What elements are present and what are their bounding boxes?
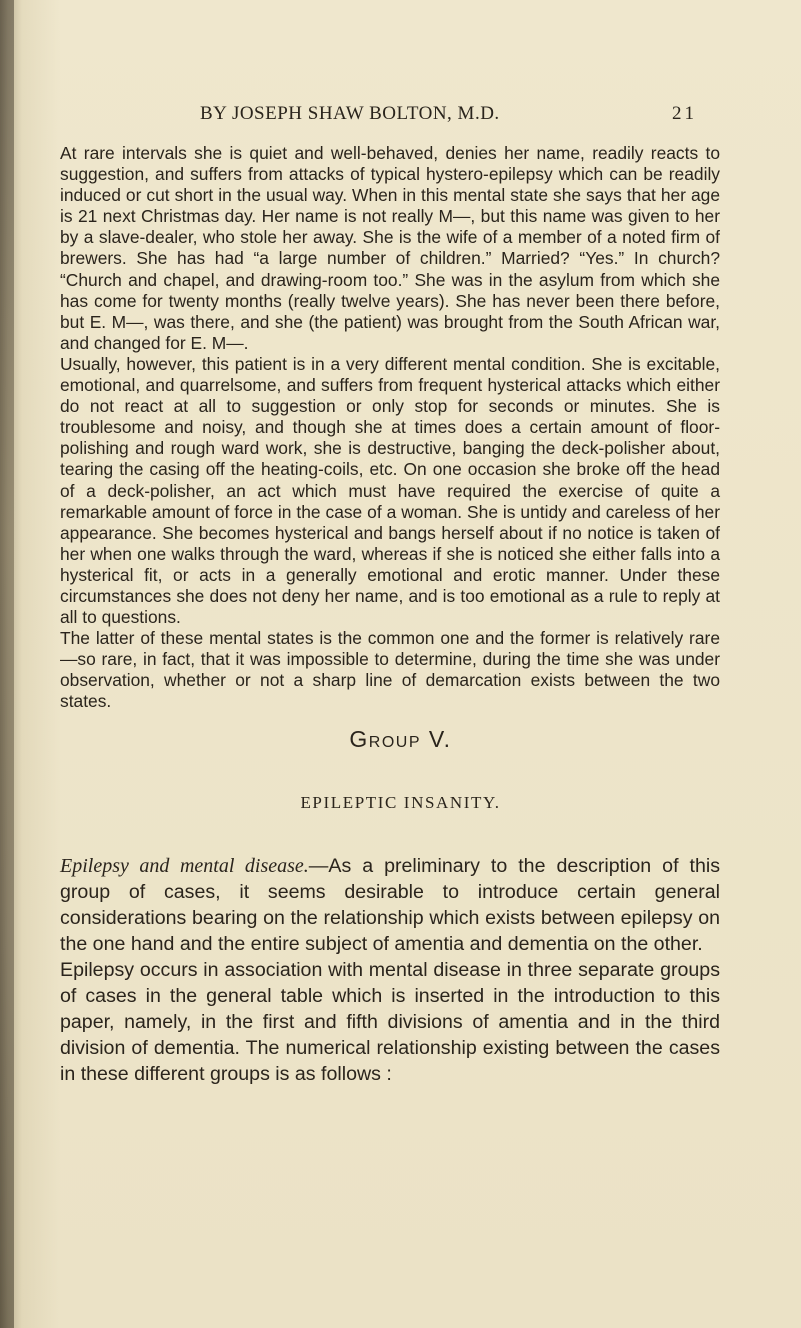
lead-rest: —As a preliminary to the description of this group of cases, it seems desirable to introduce certain general considerations bearing on the relationship which exists between epilepsy on the one hand and the entire subject of amentia and dementia on the other. [60, 855, 720, 955]
paragraph: Usually, however, this patient is in a very different mental condition. She is excitable, emotional, and quarrelsome, and suffers from frequent hysterical attacks which either do not react at all to suggestion or only stop for seconds or minutes. She is troublesome and noisy, and though she at times does a certain amount of floor-polishing and rough ward work, she is destructive, banging the deck-polisher about, tearing the casing off the heating-coils, etc. On one occasion she broke off the head of a deck-polisher, an act which must have required the exercise of quite a remarkable amount of force in the case of a woman. She is untidy and careless of her appearance. She becomes hysterical and bangs herself about if no notice is taken of her when one walks through the ward, whereas if she is noticed she either falls into a hysterical fit, or acts in a generally emotional and erotic manner. Under these circumstances she does not deny her name, and is too emotional as a rule to reply at all to questions. [60, 353, 720, 628]
group-heading: Group V. [349, 726, 452, 752]
running-title: BY JOSEPH SHAW BOLTON, M.D. [200, 103, 500, 124]
binding-gutter [0, 0, 14, 1328]
paragraph: The latter of these mental states is the common one and the former is relatively rare—so rare, in fact, that it was impossible to determine, during the time she was under observation, whether or not a sharp line of demarcation exists between the two states. [60, 628, 720, 712]
italic-lead: Epilepsy and mental disease. [60, 855, 309, 877]
paragraph: At rare intervals she is quiet and well-behaved, denies her name, readily reacts to suggestion, and suffers from attacks of typical hystero-epilepsy which can be readily induced or cut short in the usual way. When in this mental state she says that her age is 21 next Christmas day. Her name is not really M—, but this name was given to her by a slave-dealer, who stole her away. She is the wife of a member of a noted firm of brewers. She has had “a large number of children.” Married? “Yes.” In church? “Church and chapel, and drawing-room too.” She was in the asylum from which she has come for twenty months (really twelve years). She has never been there before, but E. M—, was there, and she (the patient) was brought from the South African war, and changed for E. M—. [60, 143, 720, 353]
paragraph: Epilepsy occurs in association with mental disease in three separate groups of cases in the general table which is inserted in the introduction to this paper, namely, in the first and fifth divisions of amentia and in the third division of dementia. The numerical relationship existing between the cases in these different groups is as follows : [60, 959, 720, 1085]
paragraph [60, 853, 720, 957]
case-description-text [60, 143, 720, 713]
running-head [0, 103, 801, 133]
epilepsy-section-text [60, 853, 720, 1087]
page-number: 21 [672, 103, 697, 124]
section-subheading: EPILEPTIC INSANITY. [300, 793, 501, 812]
